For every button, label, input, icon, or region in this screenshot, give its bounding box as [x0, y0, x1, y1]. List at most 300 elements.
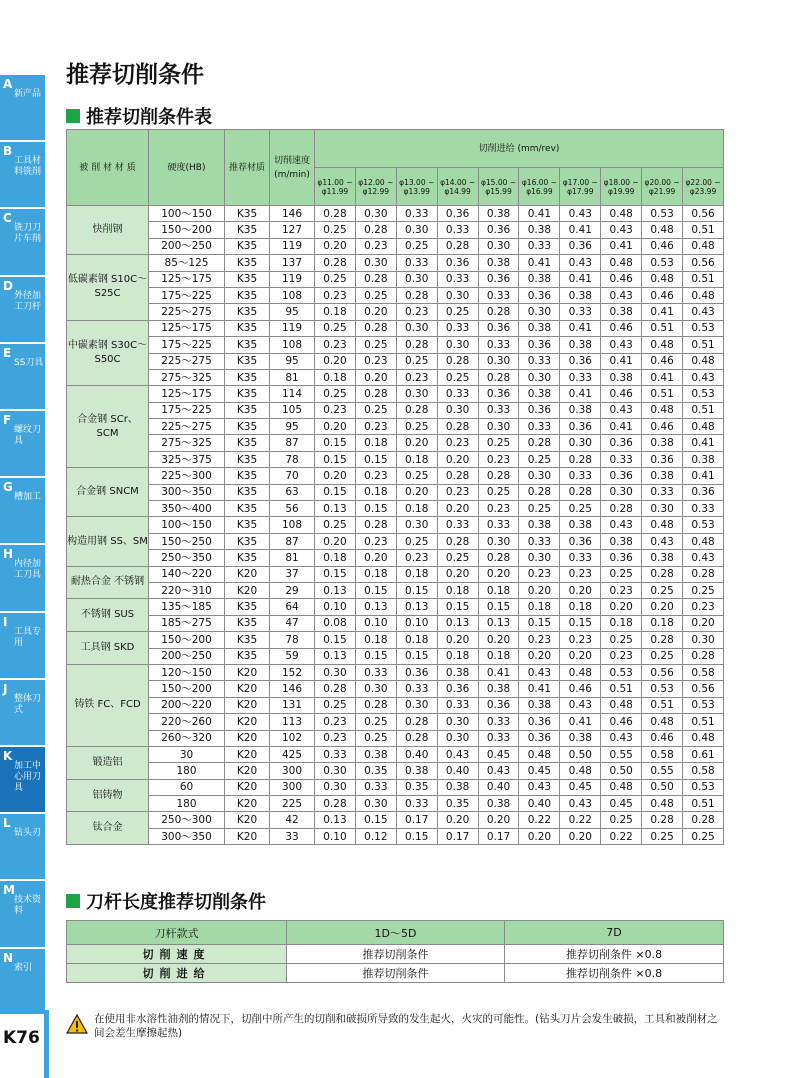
feed-cell: 0.13	[355, 599, 396, 615]
feed-cell: 0.43	[601, 222, 642, 238]
feed-cell: 0.50	[642, 779, 683, 795]
feed-cell: 0.43	[683, 369, 724, 385]
feed-cell: 0.35	[396, 779, 437, 795]
feed-cell: 0.36	[601, 435, 642, 451]
feed-cell: 0.23	[683, 599, 724, 615]
feed-cell: 0.20	[315, 533, 356, 549]
feed-cell: 0.28	[437, 533, 478, 549]
feed-cell: 0.30	[355, 796, 396, 812]
feed-cell: 0.41	[601, 238, 642, 254]
feed-cell: 0.30	[396, 697, 437, 713]
feed-cell: 0.20	[315, 419, 356, 435]
table-row	[67, 271, 724, 287]
sidebar-tab-m[interactable]	[0, 881, 45, 948]
speed-cell: 78	[270, 451, 315, 467]
feed-cell: 0.43	[601, 402, 642, 418]
table-row	[67, 468, 724, 484]
feed-cell: 0.53	[642, 681, 683, 697]
grade-cell: K20	[225, 746, 270, 762]
feed-cell: 0.41	[683, 468, 724, 484]
feed-cell: 0.40	[396, 746, 437, 762]
feed-cell: 0.33	[396, 796, 437, 812]
feed-cell: 0.30	[437, 730, 478, 746]
feed-cell: 0.51	[683, 402, 724, 418]
table-row	[67, 714, 724, 730]
feed-cell: 0.36	[478, 697, 519, 713]
grade-cell: K35	[225, 369, 270, 385]
feed-cell: 0.53	[642, 255, 683, 271]
feed-cell: 0.28	[478, 550, 519, 566]
grade-cell: K35	[225, 599, 270, 615]
feed-cell: 0.28	[355, 271, 396, 287]
feed-cell: 0.25	[396, 238, 437, 254]
table-row	[67, 337, 724, 353]
feed-cell: 0.20	[560, 648, 601, 664]
feed-cell: 0.25	[315, 222, 356, 238]
feed-cell: 0.43	[601, 337, 642, 353]
table-row	[67, 746, 724, 762]
feed-cell: 0.28	[437, 353, 478, 369]
feed-cell: 0.30	[683, 632, 724, 648]
feed-cell: 0.25	[437, 304, 478, 320]
feed-cell: 0.46	[601, 386, 642, 402]
table-row	[67, 648, 724, 664]
feed-cell: 0.55	[601, 746, 642, 762]
sidebar-tab-letter: F	[3, 413, 12, 427]
feed-cell: 0.30	[519, 304, 560, 320]
feed-cell: 0.53	[683, 320, 724, 336]
sidebar-tab-label: 新产品	[14, 89, 42, 99]
feed-cell: 0.20	[315, 238, 356, 254]
table-row	[67, 566, 724, 582]
table-row	[67, 451, 724, 467]
feed-cell: 0.18	[355, 484, 396, 500]
feed-cell: 0.38	[601, 369, 642, 385]
speed-cell: 146	[270, 681, 315, 697]
feed-cell: 0.43	[560, 796, 601, 812]
hardness-cell: 140～220	[149, 566, 225, 582]
feed-cell: 0.50	[560, 746, 601, 762]
green-square-icon	[66, 894, 80, 908]
feed-cell: 0.23	[315, 714, 356, 730]
feed-cell: 0.46	[601, 271, 642, 287]
feed-cell: 0.25	[642, 828, 683, 844]
grade-cell: K35	[225, 468, 270, 484]
feed-cell: 0.25	[396, 353, 437, 369]
feed-cell: 0.33	[478, 517, 519, 533]
feed-cell: 0.28	[437, 419, 478, 435]
feed-cell: 0.28	[396, 337, 437, 353]
feed-cell: 0.51	[683, 271, 724, 287]
speed-cell: 425	[270, 746, 315, 762]
feed-cell: 0.10	[355, 615, 396, 631]
grade-cell: K35	[225, 353, 270, 369]
sidebar-tab-label: 整体刀式	[14, 693, 42, 715]
feed-cell: 0.30	[355, 681, 396, 697]
sidebar-tab-a[interactable]	[0, 75, 45, 142]
header-feed: 切削进给 (mm/rev)	[315, 130, 724, 168]
speed-cell: 146	[270, 206, 315, 222]
feed-cell: 0.38	[519, 386, 560, 402]
hardness-cell: 300～350	[149, 484, 225, 500]
sidebar-tab-j[interactable]	[0, 680, 45, 747]
feed-cell: 0.48	[683, 533, 724, 549]
sidebar-tab-label: 加工中心用刀具	[14, 761, 42, 793]
feed-cell: 0.38	[478, 206, 519, 222]
sidebar-tab-label: SS刀具	[14, 357, 44, 368]
table-row	[67, 828, 724, 844]
feed-cell: 0.20	[560, 828, 601, 844]
table-row	[67, 945, 724, 964]
header-diameter-range: φ11.00 ~ φ11.99	[315, 168, 356, 206]
feed-cell: 0.20	[437, 566, 478, 582]
feed-cell: 0.23	[601, 648, 642, 664]
feed-cell: 0.22	[601, 828, 642, 844]
header-diameter-range: φ18.00 ~ φ19.99	[601, 168, 642, 206]
page-number: K76	[3, 1028, 40, 1048]
feed-cell: 0.56	[642, 664, 683, 680]
feed-cell: 0.48	[642, 517, 683, 533]
speed-cell: 300	[270, 779, 315, 795]
feed-cell: 0.18	[315, 304, 356, 320]
feed-cell: 0.41	[601, 419, 642, 435]
feed-cell: 0.33	[478, 730, 519, 746]
feed-cell: 0.28	[478, 369, 519, 385]
table-row	[67, 533, 724, 549]
feed-cell: 0.20	[355, 550, 396, 566]
speed-cell: 119	[270, 271, 315, 287]
sidebar-tab-c[interactable]	[0, 209, 45, 276]
cell-value: 推荐切削条件	[287, 945, 505, 964]
feed-cell: 0.41	[478, 664, 519, 680]
table-row	[67, 501, 724, 517]
feed-cell: 0.53	[683, 779, 724, 795]
feed-cell: 0.23	[355, 468, 396, 484]
grade-cell: K35	[225, 337, 270, 353]
header-diameter-range: φ14.00 ~ φ14.99	[437, 168, 478, 206]
feed-cell: 0.36	[560, 353, 601, 369]
grade-cell: K35	[225, 517, 270, 533]
feed-cell: 0.43	[519, 664, 560, 680]
feed-cell: 0.25	[437, 369, 478, 385]
feed-cell: 0.13	[315, 812, 356, 828]
speed-cell: 102	[270, 730, 315, 746]
feed-cell: 0.53	[642, 206, 683, 222]
feed-cell: 0.33	[478, 287, 519, 303]
sidebar-tab-f[interactable]	[0, 411, 45, 478]
feed-cell: 0.30	[396, 222, 437, 238]
feed-cell: 0.53	[601, 664, 642, 680]
table-row	[67, 419, 724, 435]
feed-cell: 0.36	[601, 550, 642, 566]
speed-cell: 29	[270, 582, 315, 598]
feed-cell: 0.15	[355, 501, 396, 517]
header-material: 被 削 材 材 质	[67, 130, 149, 206]
feed-cell: 0.17	[478, 828, 519, 844]
hardness-cell: 125～175	[149, 320, 225, 336]
feed-cell: 0.36	[519, 287, 560, 303]
table-row	[67, 238, 724, 254]
header-7d: 7D	[505, 921, 724, 945]
sidebar-tab-label: 工具专用	[14, 626, 42, 648]
feed-cell: 0.08	[315, 615, 356, 631]
feed-cell: 0.20	[396, 484, 437, 500]
table-row	[67, 779, 724, 795]
feed-cell: 0.28	[315, 681, 356, 697]
feed-cell: 0.38	[560, 337, 601, 353]
feed-cell: 0.45	[478, 746, 519, 762]
grade-cell: K20	[225, 763, 270, 779]
feed-cell: 0.30	[601, 484, 642, 500]
speed-cell: 70	[270, 468, 315, 484]
feed-cell: 0.18	[560, 599, 601, 615]
feed-cell: 0.25	[355, 337, 396, 353]
sidebar-tab-l[interactable]	[0, 814, 45, 881]
speed-cell: 152	[270, 664, 315, 680]
speed-cell: 137	[270, 255, 315, 271]
feed-cell: 0.53	[683, 517, 724, 533]
feed-cell: 0.48	[601, 779, 642, 795]
feed-cell: 0.17	[396, 812, 437, 828]
feed-cell: 0.48	[683, 238, 724, 254]
table-row	[67, 615, 724, 631]
section-index-sidebar	[0, 0, 48, 1078]
feed-cell: 0.15	[355, 812, 396, 828]
sidebar-tab-h[interactable]	[0, 545, 45, 612]
feed-cell: 0.20	[560, 582, 601, 598]
feed-cell: 0.15	[560, 615, 601, 631]
cell-value: 推荐切削条件 ×0.8	[505, 945, 724, 964]
hardness-cell: 100～150	[149, 206, 225, 222]
grade-cell: K35	[225, 304, 270, 320]
grade-cell: K35	[225, 320, 270, 336]
feed-cell: 0.23	[315, 402, 356, 418]
feed-cell: 0.36	[560, 533, 601, 549]
material-name: 快削钢	[67, 206, 149, 255]
feed-cell: 0.48	[642, 714, 683, 730]
section1-title: 推荐切削条件表	[86, 107, 212, 128]
feed-cell: 0.20	[683, 615, 724, 631]
grade-cell: K35	[225, 206, 270, 222]
feed-cell: 0.30	[478, 353, 519, 369]
feed-cell: 0.17	[437, 828, 478, 844]
sidebar-tab-label: 外径加工刀杆	[14, 290, 42, 312]
feed-cell: 0.33	[396, 206, 437, 222]
feed-cell: 0.23	[355, 533, 396, 549]
feed-cell: 0.35	[437, 796, 478, 812]
feed-cell: 0.28	[396, 714, 437, 730]
feed-cell: 0.51	[683, 337, 724, 353]
feed-cell: 0.36	[519, 402, 560, 418]
feed-cell: 0.18	[437, 582, 478, 598]
sidebar-tab-label: 螺纹刀具	[14, 425, 42, 446]
speed-cell: 81	[270, 369, 315, 385]
feed-cell: 0.23	[519, 632, 560, 648]
sidebar-tab-letter: M	[3, 883, 15, 898]
hardness-cell: 150～200	[149, 681, 225, 697]
sidebar-tab-g[interactable]	[0, 478, 45, 545]
feed-cell: 0.20	[396, 435, 437, 451]
feed-cell: 0.45	[601, 796, 642, 812]
feed-cell: 0.38	[396, 763, 437, 779]
sidebar-tab-letter: I	[3, 614, 8, 629]
feed-cell: 0.41	[519, 681, 560, 697]
speed-cell: 119	[270, 320, 315, 336]
feed-cell: 0.13	[478, 615, 519, 631]
sidebar-tab-b[interactable]	[0, 142, 45, 209]
hardness-cell: 30	[149, 746, 225, 762]
feed-cell: 0.18	[396, 451, 437, 467]
speed-cell: 33	[270, 828, 315, 844]
feed-cell: 0.38	[437, 664, 478, 680]
feed-cell: 0.12	[355, 828, 396, 844]
feed-cell: 0.20	[315, 353, 356, 369]
sidebar-tab-k[interactable]	[0, 747, 45, 814]
feed-cell: 0.33	[519, 353, 560, 369]
sidebar-tab-label: 内径加工刀具	[14, 559, 42, 581]
feed-cell: 0.30	[519, 369, 560, 385]
feed-cell: 0.25	[396, 533, 437, 549]
feed-cell: 0.28	[315, 255, 356, 271]
feed-cell: 0.38	[560, 730, 601, 746]
feed-cell: 0.30	[519, 550, 560, 566]
feed-cell: 0.30	[478, 238, 519, 254]
feed-cell: 0.33	[683, 501, 724, 517]
feed-cell: 0.25	[683, 582, 724, 598]
sidebar-tab-letter: A	[3, 77, 13, 91]
feed-cell: 0.28	[683, 812, 724, 828]
feed-cell: 0.36	[642, 451, 683, 467]
feed-cell: 0.33	[560, 550, 601, 566]
feed-cell: 0.58	[683, 763, 724, 779]
feed-cell: 0.28	[396, 287, 437, 303]
hardness-cell: 275～325	[149, 369, 225, 385]
feed-cell: 0.15	[355, 451, 396, 467]
feed-cell: 0.25	[642, 648, 683, 664]
feed-cell: 0.15	[478, 599, 519, 615]
sidebar-tab-letter: D	[3, 278, 13, 293]
feed-cell: 0.15	[519, 615, 560, 631]
feed-cell: 0.20	[478, 812, 519, 828]
feed-cell: 0.25	[519, 451, 560, 467]
feed-cell: 0.48	[642, 271, 683, 287]
feed-cell: 0.18	[478, 582, 519, 598]
speed-cell: 95	[270, 419, 315, 435]
feed-cell: 0.25	[642, 582, 683, 598]
feed-cell: 0.25	[315, 271, 356, 287]
feed-cell: 0.38	[642, 550, 683, 566]
sidebar-tab-e[interactable]	[0, 344, 45, 411]
feed-cell: 0.38	[683, 451, 724, 467]
feed-cell: 0.43	[519, 779, 560, 795]
feed-cell: 0.36	[519, 730, 560, 746]
table-row	[67, 812, 724, 828]
feed-cell: 0.38	[560, 402, 601, 418]
sidebar-tab-letter: L	[3, 816, 11, 831]
feed-cell: 0.18	[642, 615, 683, 631]
feed-cell: 0.36	[478, 320, 519, 336]
feed-cell: 0.48	[560, 763, 601, 779]
sidebar-tab-label: 索引	[14, 962, 33, 973]
header-diameter-range: φ16.00 ~ φ16.99	[519, 168, 560, 206]
feed-cell: 0.25	[396, 468, 437, 484]
hardness-cell: 250～300	[149, 812, 225, 828]
feed-cell: 0.51	[642, 386, 683, 402]
feed-cell: 0.30	[560, 435, 601, 451]
feed-cell: 0.18	[355, 566, 396, 582]
sidebar-tab-letter: C	[3, 211, 12, 226]
table-row	[67, 517, 724, 533]
feed-cell: 0.18	[478, 648, 519, 664]
feed-cell: 0.51	[601, 681, 642, 697]
speed-cell: 113	[270, 714, 315, 730]
speed-cell: 127	[270, 222, 315, 238]
feed-cell: 0.23	[560, 566, 601, 582]
feed-cell: 0.45	[560, 779, 601, 795]
feed-cell: 0.43	[642, 533, 683, 549]
feed-cell: 0.38	[519, 697, 560, 713]
feed-cell: 0.48	[601, 206, 642, 222]
table-row	[67, 664, 724, 680]
feed-cell: 0.28	[519, 435, 560, 451]
material-name: 耐热合金 不锈钢	[67, 566, 149, 599]
feed-cell: 0.43	[437, 746, 478, 762]
material-name: 中碳素钢 S30C～S50C	[67, 320, 149, 386]
feed-cell: 0.30	[437, 287, 478, 303]
feed-cell: 0.41	[560, 320, 601, 336]
feed-cell: 0.43	[601, 517, 642, 533]
feed-cell: 0.41	[560, 222, 601, 238]
sidebar-tab-i[interactable]	[0, 613, 45, 680]
feed-cell: 0.25	[315, 517, 356, 533]
table-row	[67, 206, 724, 222]
material-name: 工具钢 SKD	[67, 632, 149, 665]
material-name: 低碳素钢 S10C～S25C	[67, 255, 149, 321]
feed-cell: 0.36	[437, 681, 478, 697]
sidebar-tab-letter: B	[3, 144, 13, 159]
feed-cell: 0.25	[437, 550, 478, 566]
sidebar-tab-n[interactable]	[0, 949, 45, 1016]
feed-cell: 0.15	[315, 632, 356, 648]
header-diameter-range: φ15.00 ~ φ15.99	[478, 168, 519, 206]
feed-cell: 0.41	[519, 206, 560, 222]
hardness-cell: 325～375	[149, 451, 225, 467]
sidebar-tab-label: 槽加工	[14, 492, 42, 503]
table-row	[67, 697, 724, 713]
feed-cell: 0.25	[560, 501, 601, 517]
feed-cell: 0.28	[355, 222, 396, 238]
grade-cell: K35	[225, 419, 270, 435]
feed-cell: 0.35	[355, 763, 396, 779]
feed-cell: 0.33	[560, 369, 601, 385]
feed-cell: 0.45	[519, 763, 560, 779]
feed-cell: 0.36	[478, 271, 519, 287]
speed-cell: 78	[270, 632, 315, 648]
hardness-cell: 350～400	[149, 501, 225, 517]
feed-cell: 0.28	[396, 730, 437, 746]
feed-cell: 0.18	[355, 632, 396, 648]
table-row	[67, 222, 724, 238]
table-row	[67, 369, 724, 385]
feed-cell: 0.25	[315, 697, 356, 713]
hardness-cell: 300～350	[149, 828, 225, 844]
feed-cell: 0.25	[601, 812, 642, 828]
feed-cell: 0.30	[355, 206, 396, 222]
feed-cell: 0.30	[315, 763, 356, 779]
feed-cell: 0.38	[519, 517, 560, 533]
feed-cell: 0.25	[519, 501, 560, 517]
sidebar-tab-d[interactable]	[0, 277, 45, 344]
